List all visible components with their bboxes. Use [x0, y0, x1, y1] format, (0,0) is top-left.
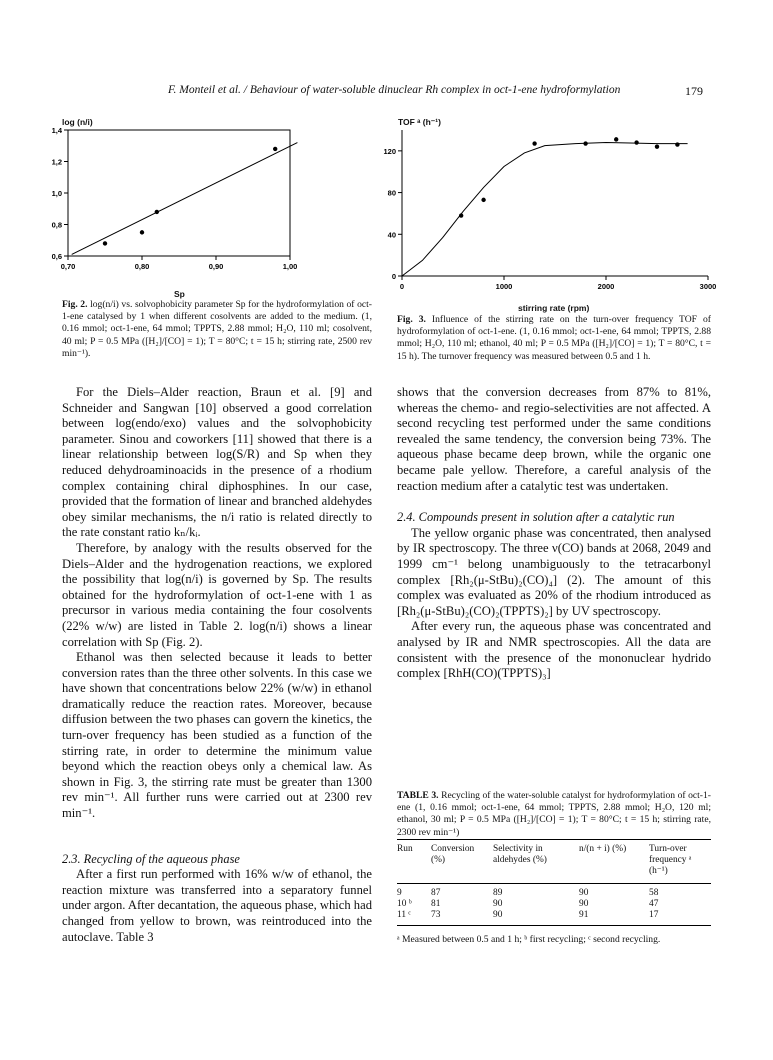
fig2-y-label: log (n/i): [62, 117, 93, 127]
left-paragraph-2: Therefore, by analogy with the results observed for the Diels–Alder and the hydrogenation reactions, we explored the possibility that log(n/i) is governed by Sp. The results obtained for the hydroformylation of oct-1-ene with 1 as precursor in various media containing the four cosolvents (22% w/w) are listed in Table 2. log(n/i) shows a linear correlation with Sp (Fig. 2).: [62, 540, 372, 649]
x-tick-label: 2000: [597, 282, 615, 291]
y-tick-label: 0: [391, 272, 396, 281]
table3-caption: [397, 790, 711, 839]
fit-line: [72, 143, 298, 255]
fig3-chart: [378, 122, 718, 300]
data-point: [459, 213, 463, 217]
data-point: [155, 210, 159, 214]
table3-header-cell: Selectivity in aldehydes (%): [493, 844, 547, 865]
trend-curve: [402, 143, 688, 277]
data-point: [655, 144, 659, 148]
table3-caption-label: TABLE 3.: [397, 790, 439, 801]
table3-cell: 58: [649, 888, 659, 898]
page-number: 179: [685, 84, 703, 98]
table3-cell: 73: [431, 910, 441, 920]
table3-cell: 90: [579, 888, 589, 898]
table3-footnote: ᵃ Measured between 0.5 and 1 h; ᵇ first recycling; ᶜ second recycling.: [397, 934, 661, 945]
y-tick-label: 1,0: [51, 189, 62, 198]
data-point: [532, 141, 536, 145]
right-paragraph-1: shows that the conversion decreases from 87% to 81%, whereas the chemo- and regio-selectivities are not affected. A second recycling test performed under the same conditions revealed the same tendency, the conversion being 73%. The aqueous phase became deep brown, while the organic one became pale yellow. Therefore, a careful analysis of the reaction medium after a catalytic test was undertaken.: [397, 385, 711, 493]
x-tick-label: 1000: [495, 282, 513, 291]
table3-cell: 47: [649, 899, 659, 909]
table3-cell: 87: [431, 888, 441, 898]
table3-cell: 90: [493, 910, 503, 920]
y-tick-label: 40: [387, 230, 396, 240]
fig2-caption-label: Fig. 2.: [62, 299, 88, 310]
x-tick-label: 0: [399, 282, 405, 291]
x-tick-label: 3000: [699, 282, 717, 291]
data-point: [481, 198, 485, 202]
y-tick-label: 0,6: [51, 252, 62, 261]
x-tick-label: 1,00: [282, 262, 298, 271]
fig2-chart: [40, 122, 310, 292]
left-paragraph-4: After a first run performed with 16% w/w of ethanol, the reaction mixture was transferred into a separatory funnel under argon. After decantation, the aqueous phase, which had changed from yellow to brown, was reintroduced into the autoclave. Table 3: [62, 867, 372, 944]
y-tick-label: 1,4: [51, 126, 62, 135]
table3-cell: 81: [431, 899, 441, 909]
table3-cell: 91: [579, 910, 589, 920]
fig3-caption: [397, 314, 711, 363]
table3-caption-text: Recycling of the water-soluble catalyst for hydroformylation of oct-1-ene (1, 0.16 mmol; oct-1-ene, 64 mmol; TPPTS, 2.88 mmol; H₂O, 120 ml; ethanol, 30 ml; P = 0.5 MPa ([H₂]/[CO] = 1); T = 80°C; t = 15 h; stirring rate, 2300 rev min⁻¹): [397, 790, 711, 838]
table3-header-cell: Run: [397, 844, 413, 854]
y-tick-label: 120: [383, 146, 396, 156]
fig3-caption-label: Fig. 3.: [397, 314, 426, 325]
table3-cell: 10 ᵇ: [397, 899, 412, 909]
table3-rule-top: [397, 839, 711, 840]
fig3-x-label: stirring rate (rpm): [518, 303, 590, 313]
fig3-caption-text: Influence of the stirring rate on the turn-over frequency TOF of hydroformylation of oct-1-ene. (1, 0.16 mmol; oct-1-ene, 64 mmol; TPPTS, 2.88 mmol; H₂O, 110 ml; ethanol, 40 ml; P = 0.5 MPa ([H₂]/[CO] = 1); T = 80°C, t = 15 h). The turnover frequency was measured between 0.5 and 1 h.: [397, 314, 711, 362]
right-paragraph-3: After every run, the aqueous phase was concentrated and analysed by IR and NMR spectroscopies. All the data are consistent with the presence of the mononuclear hydrido complex [RhH(CO)(TPPTS)₃]: [397, 619, 711, 681]
x-tick-label: 0,80: [134, 262, 150, 271]
table3-header-cell: Conversion (%): [431, 844, 475, 865]
fig2-caption: [62, 299, 372, 360]
table3-cell: 90: [493, 899, 503, 909]
table-row: [397, 888, 711, 899]
data-point: [675, 142, 679, 146]
table-row: [397, 899, 711, 910]
data-point: [103, 241, 107, 245]
fig2-x-label: Sp: [174, 289, 185, 299]
x-tick-label: 0,70: [60, 262, 76, 271]
data-point: [583, 141, 587, 145]
left-paragraph-3: Ethanol was then selected because it leads to better conversion rates than the three other solvents. In this case we have shown that concentrations below 22% (w/w) in ethanol dramatically reduce the reaction rates. Moreover, because diffusion between the two phases can govern the kinetics, the turn-over frequency has been studied as a function of the stirring rate, in order to determine the minimum value beyond which the reaction obeys only a chemical law. As shown in Fig. 3, the stirring rate must be greater than 1300 rev min⁻¹. All further runs were carried out at 2300 rev min⁻¹.: [62, 650, 372, 821]
y-tick-label: 0,8: [51, 220, 62, 230]
right-paragraph-2: The yellow organic phase was concentrated, then analysed by IR spectroscopy. The three ν(CO) bands at 2068, 2049 and 1999 cm⁻¹ belong unambiguously to the tetracarbonyl complex [Rh₂(μ-StBu)₂(CO)₄] (2). The amount of this complex was evaluated as 20% of the rhodium introduced as [Rh₂(μ-StBu)₂(CO)₂(TPPTS)₂] by UV spectroscopy.: [397, 525, 711, 618]
y-tick-label: 80: [387, 188, 396, 198]
running-title: F. Monteil et al. / Behaviour of water-soluble dinuclear Rh complex in oct-1-ene hydroformylation: [168, 84, 621, 96]
table-row: [397, 910, 711, 921]
table3-header-cell: Turn-over frequency ᵃ (h⁻¹): [649, 844, 692, 876]
table3-header-row: [397, 844, 711, 877]
left-column: [62, 385, 372, 945]
section-heading-2-4: 2.4. Compounds present in solution after a catalytic run: [397, 510, 675, 525]
table3: [397, 844, 711, 926]
table3-cell: 11 ᶜ: [397, 910, 411, 920]
plot-frame: [68, 130, 290, 256]
table3-cell: 9: [397, 888, 402, 898]
x-tick-label: 0,90: [208, 262, 224, 271]
table3-cell: 90: [579, 899, 589, 909]
table3-cell: 89: [493, 888, 503, 898]
left-paragraph-1: For the Diels–Alder reaction, Braun et al. [9] and Schneider and Sangwan [10] observed a good correlation between log(endo/exo) values and the solvophobicity parameter. Sinou and coworkers [11] showed that there is a linear relationship between log(S/R) and Sp when they reduced dehydroaminoacids in the presence of a rhodium complex containing chiral diphosphines. In our case, provided that the formation of linear and branched aldehydes obey similar mechanisms, the n/i ratio is related directly to the rate constant ratio kₙ/kᵢ.: [62, 385, 372, 540]
fig3-y-label: TOF ᵃ (h⁻¹): [398, 117, 441, 127]
table3-header-cell: n/(n + i) (%): [579, 844, 627, 854]
right-column: [397, 385, 711, 682]
fig2-caption-text: log(n/i) vs. solvophobicity parameter Sp for the hydroformylation of oct-1-ene catalysed by 1 when different cosolvents are added to the medium. (1, 0.16 mmol; oct-1-ene, 64 mmol; TPPTS, 2.88 mmol; H₂O, 110 ml; cosolvent, 40 ml; P = 0.5 MPa ([H₂]/[CO] = 1); T = 80°C; t = 15 h; stirring rate, 2500 rev min⁻¹).: [62, 299, 372, 359]
y-tick-label: 1,2: [51, 157, 62, 167]
data-point: [614, 137, 618, 141]
table3-cell: 17: [649, 910, 659, 920]
data-point: [140, 230, 144, 234]
data-point: [273, 147, 277, 151]
data-point: [634, 140, 638, 144]
section-heading-2-3: 2.3. Recycling of the aqueous phase: [62, 851, 240, 866]
